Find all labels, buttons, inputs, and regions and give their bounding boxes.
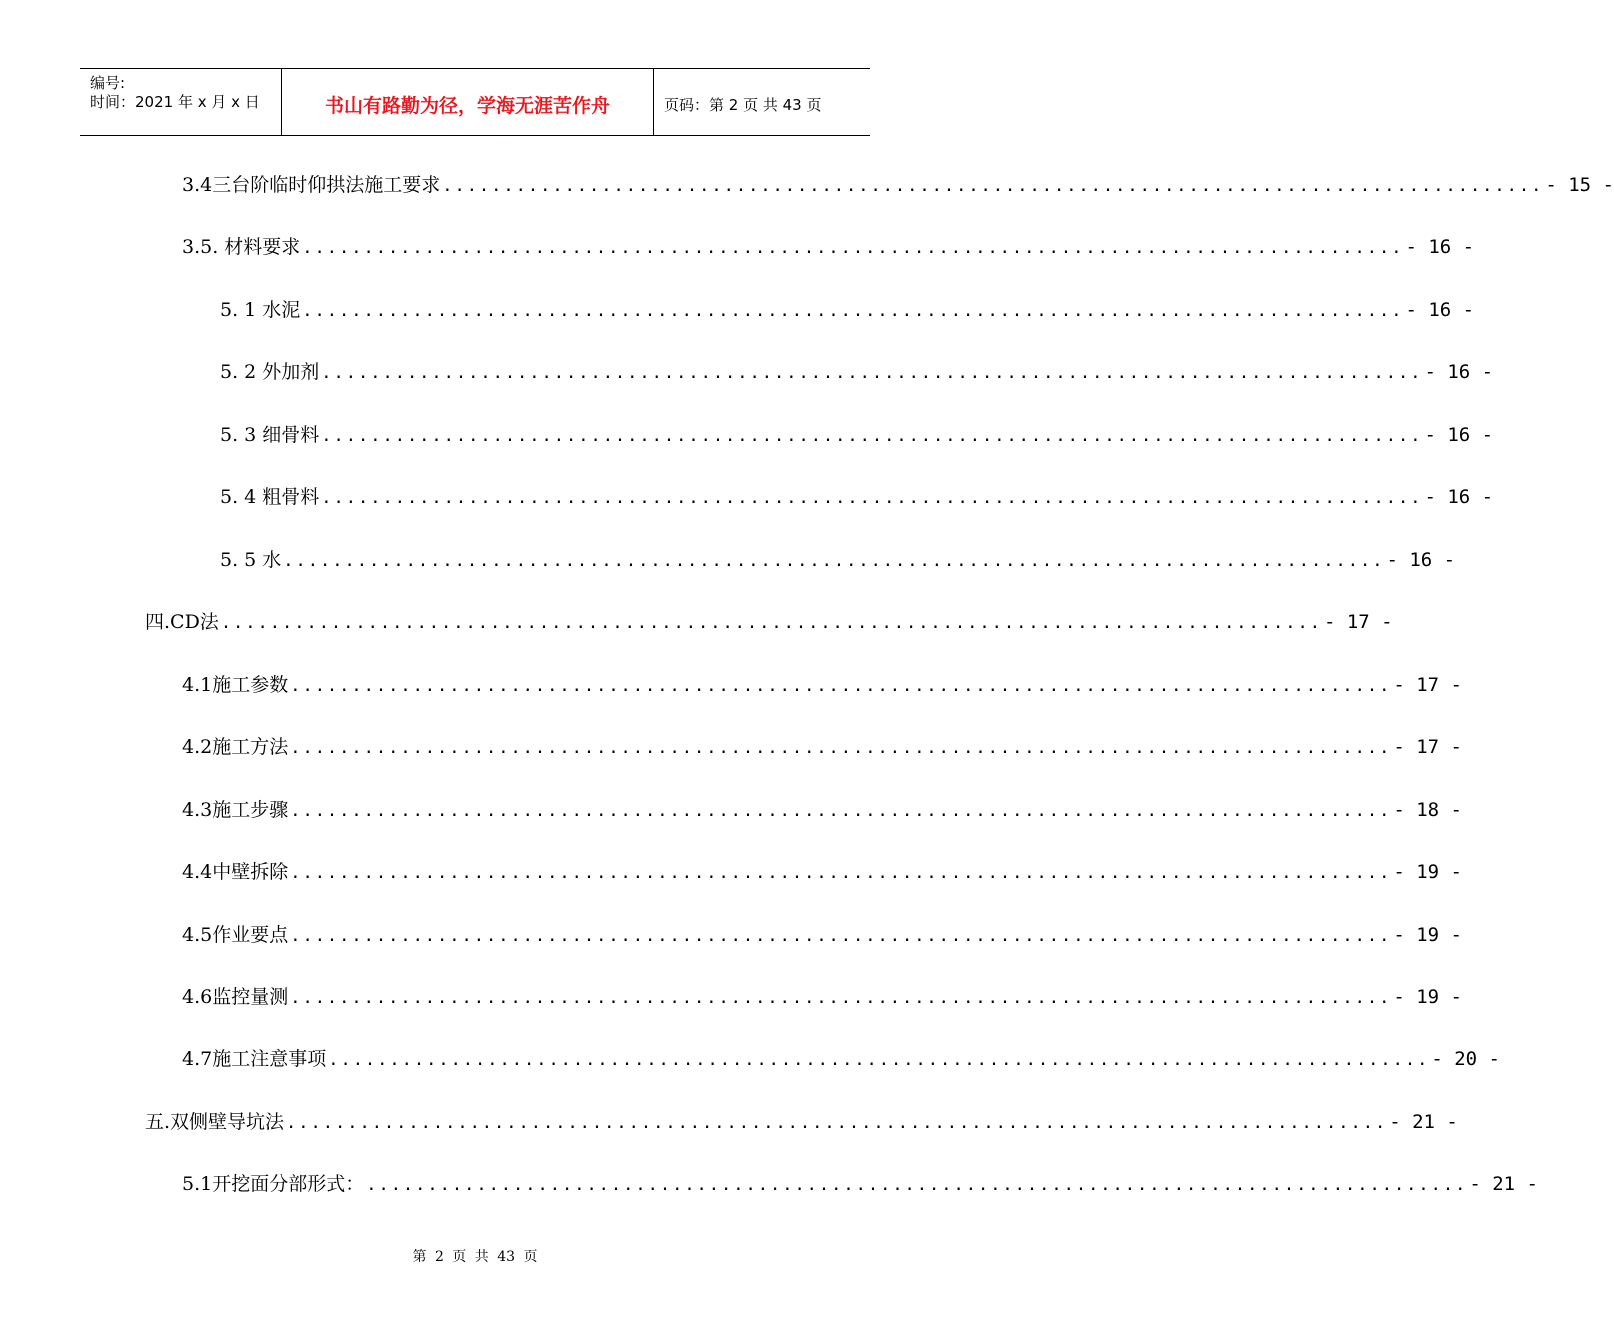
toc-dot-leader: .......................................................................................... [290,926,1392,946]
toc-entry-title: 5. 3 细骨料 [220,424,320,446]
toc-entry[interactable] [220,545,1456,575]
toc-entry-page: - 19 - [1393,986,1462,1008]
toc-entry[interactable] [182,920,1462,950]
toc-entry-page: - 16 - [1405,299,1475,321]
toc-entry-page: - 18 - [1393,799,1462,821]
toc-entry[interactable] [182,795,1462,825]
toc-entry[interactable] [182,1169,1538,1199]
toc-dot-leader: .......................................................................................... [220,613,1322,633]
toc-entry-title: 4.2施工方法 [182,736,289,758]
toc-entry-title: 4.1施工参数 [182,674,289,696]
toc-entry-title: 5. 1 水泥 [220,299,301,321]
toc-entry[interactable] [220,482,1494,512]
toc-dot-leader: .......................................................................................... [328,1050,1430,1070]
toc-entry[interactable] [182,232,1475,262]
toc-entry-page: - 17 - [1393,736,1462,758]
toc-entry[interactable] [220,420,1494,450]
toc-entry[interactable] [182,857,1462,887]
toc-entry-title: 3.4三台阶临时仰拱法施工要求 [182,174,441,196]
toc-entry-page: - 16 - [1424,361,1494,383]
header-left-cell [80,69,282,135]
toc-entry-title: 3.5. 材料要求 [182,236,301,258]
toc-entry-page: - 16 - [1386,549,1456,571]
toc-entry-title: 4.7施工注意事项 [182,1048,327,1070]
toc-entry[interactable] [182,982,1462,1012]
toc-entry-title: 五.双侧壁导坑法 [145,1111,285,1133]
toc-dot-leader: .......................................................................................... [442,176,1544,196]
toc-dot-leader: .......................................................................................... [283,551,1385,571]
toc-dot-leader: .......................................................................................... [290,988,1392,1008]
toc-dot-leader: .......................................................................................... [321,488,1423,508]
toc-entry-page: - 21 - [1469,1173,1538,1195]
toc-dot-leader: .......................................................................................... [321,363,1423,383]
toc-entry-title: 4.5作业要点 [182,924,289,946]
toc-entry-page: - 15 - [1545,174,1614,196]
toc-dot-leader: .......................................................................................... [290,863,1392,883]
toc-entry[interactable] [182,732,1462,762]
toc-entry[interactable] [182,670,1462,700]
toc-entry-page: - 16 - [1424,424,1494,446]
toc-dot-leader: .......................................................................................... [290,676,1392,696]
toc-entry[interactable] [220,357,1494,387]
toc-entry[interactable] [145,607,1393,637]
toc-dot-leader: .......................................................................................... [290,801,1392,821]
toc-entry-title: 5. 2 外加剂 [220,361,320,383]
number-label: 编号: [90,74,126,92]
toc-entry[interactable] [182,170,1614,200]
page-footer: 第 2 页 共 43 页 [412,1249,538,1265]
toc-entry[interactable] [220,295,1475,325]
toc-entry-title: 4.4中壁拆除 [182,861,289,883]
header-page-info: 页码：第 2 页 共 43 页 [664,96,822,114]
toc-entry-page: - 16 - [1405,236,1475,258]
toc-entry-page: - 17 - [1323,611,1393,633]
header-middle-cell [282,69,654,135]
page-header [80,68,870,136]
toc-entry-title: 4.6监控量测 [182,986,289,1008]
toc-entry-title: 5. 5 水 [220,549,282,571]
toc-entry[interactable] [145,1107,1458,1137]
toc-entry-title: 5. 4 粗骨料 [220,486,320,508]
toc-entry-title: 4.3施工步骤 [182,799,289,821]
toc-entry-page: - 19 - [1393,924,1462,946]
toc-entry-title: 5.1开挖面分部形式： [182,1173,365,1195]
toc-dot-leader: .......................................................................................... [302,301,1404,321]
toc-dot-leader: .......................................................................................... [302,238,1404,258]
date-label: 时间：2021 年 x 月 x 日 [90,93,260,111]
toc-dot-leader: .......................................................................................... [290,738,1392,758]
header-right-cell [654,69,870,135]
toc-dot-leader: .......................................................................................... [366,1175,1468,1195]
toc-entry-page: - 17 - [1393,674,1462,696]
toc-entry-page: - 20 - [1431,1048,1500,1070]
toc-dot-leader: .......................................................................................... [321,426,1423,446]
toc-entry-page: - 16 - [1424,486,1494,508]
toc-entry[interactable] [182,1044,1500,1074]
toc-entry-page: - 19 - [1393,861,1462,883]
toc-entry-page: - 21 - [1389,1111,1458,1133]
toc-dot-leader: .......................................................................................... [286,1113,1388,1133]
toc-entry-title: 四.CD法 [145,611,219,633]
header-slogan: 书山有路勤为径，学海无涯苦作舟 [324,95,610,117]
